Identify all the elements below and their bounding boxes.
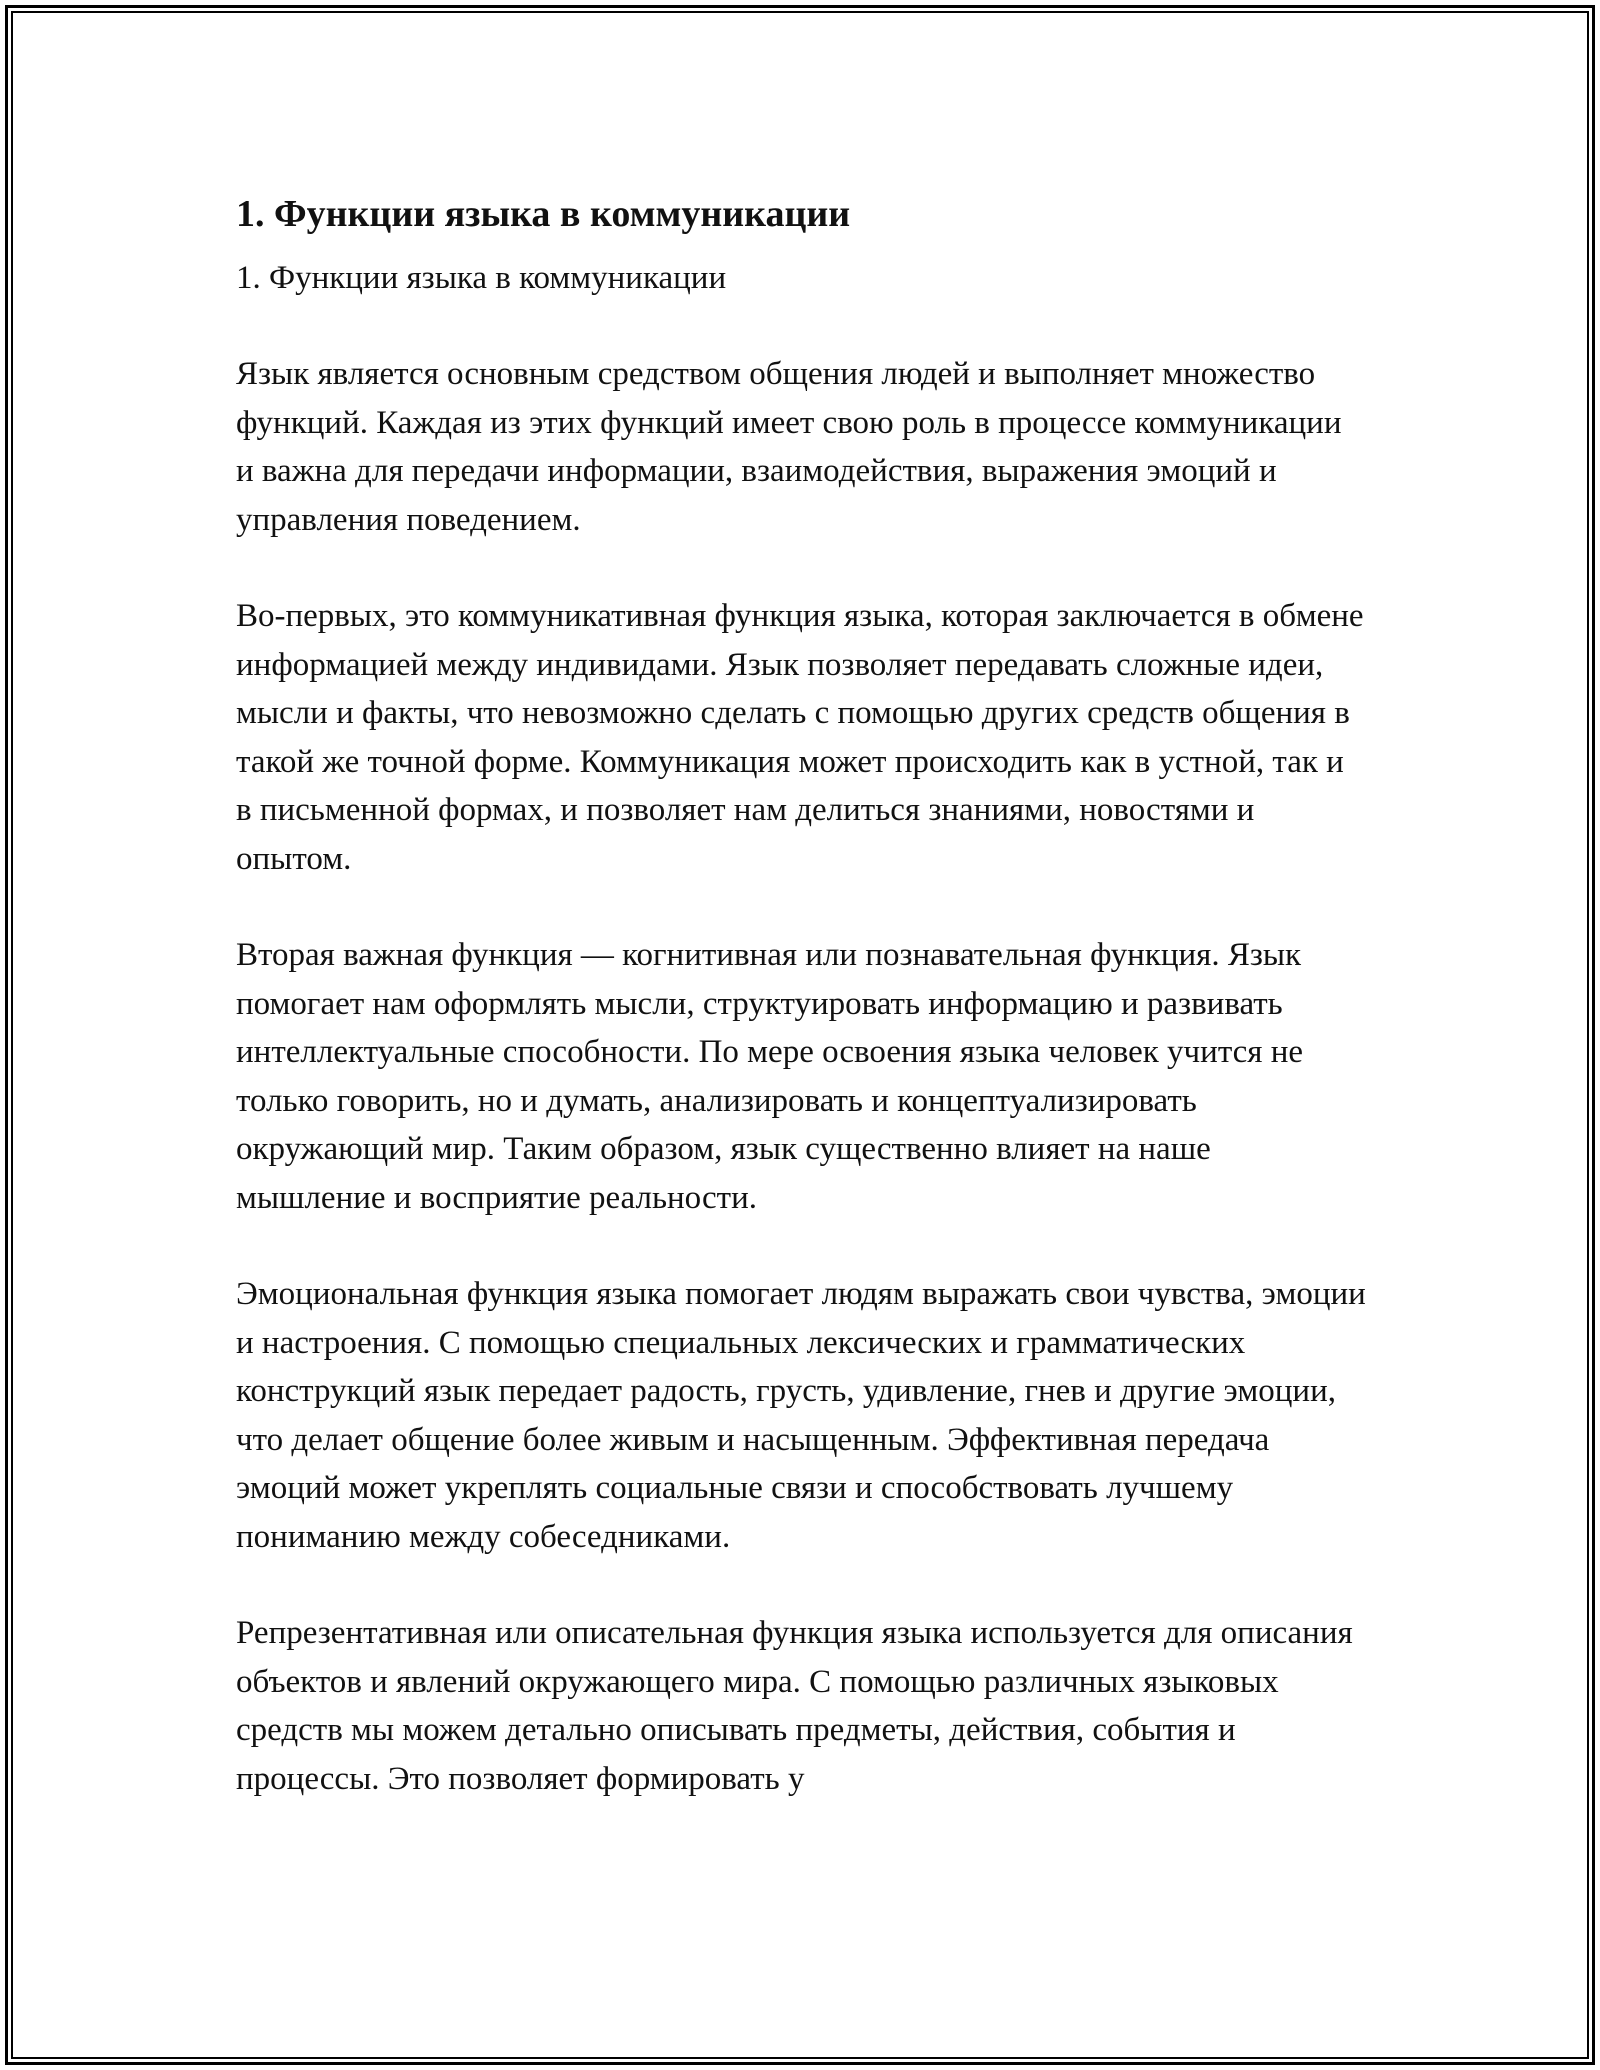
paragraph-representative-function: Репрезентативная или описательная функция языка используется для описания объектов и явлений окружающего мира. С помощью различных языковых средств мы можем детально описывать предметы, действия, события и процессы. Это позволяет формировать у [236,1615,1353,1797]
paragraph-emotional-function: Эмоциональная функция языка помогает людям выражать свои чувства, эмоции и настроения. С помощью специальных лексических и грамматических конструкций язык передает радость, грусть, удивление, гнев и другие эмоции, что делает общение более живым и насыщенным. Эффективная передача эмоций может укреплять социальные связи и способствовать лучшему пониманию между собеседниками. [236,1276,1366,1555]
paragraph-communicative-function: Во-первых, это коммуникативная функция языка, которая заключается в обмене информацией между индивидами. Язык позволяет передавать сложные идеи, мысли и факты, что невозможно сделать с помощью других средств общения в такой же точной форме. Коммуникация может происходить как в устной, так и в письменной формах, и позволяет нам делиться знаниями, новостями и опытом. [236,598,1364,877]
document-page [236,188,1366,1803]
document-title: 1. Функции языка в коммуникации [236,193,851,235]
document-subtitle: 1. Функции языка в коммуникации [236,260,727,296]
paragraph-communicative-intro: Язык является основным средством общения людей и выполняет множество функций. Каждая из этих функций имеет свою роль в процессе коммуникации и важна для передачи информации, взаимодействия, выражения эмоций и управления поведением. [236,356,1342,538]
paragraph-cognitive-function: Вторая важная функция — когнитивная или познавательная функция. Язык помогает нам оформлять мысли, структуировать информацию и развивать интеллектуальные способности. По мере освоения языка человек учится не только говорить, но и думать, анализировать и концептуализировать окружающий мир. Таким образом, язык существенно влияет на наше мышление и восприятие реальности. [236,937,1304,1216]
